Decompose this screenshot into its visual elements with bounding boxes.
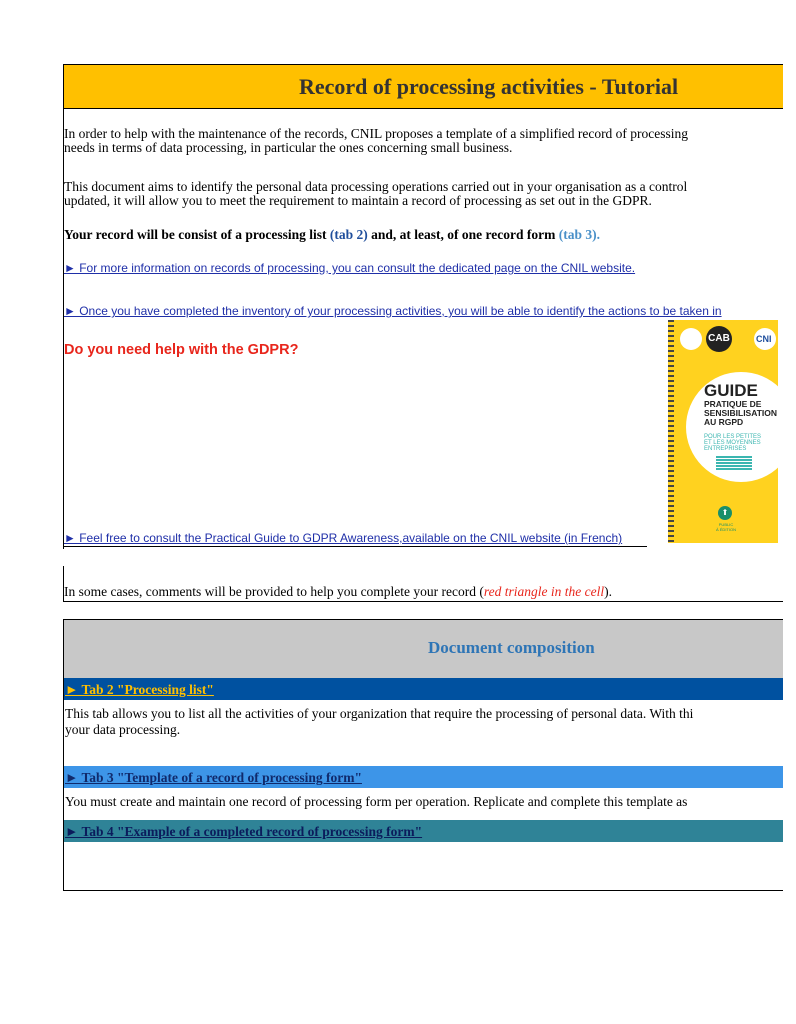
- tab2-reference: (tab 2): [329, 227, 368, 242]
- tab2-link[interactable]: ► Tab 2 "Processing list": [65, 682, 214, 697]
- cover-teal-lines: [716, 456, 752, 470]
- binding-rings: [668, 320, 674, 543]
- more-info-link[interactable]: ► For more information on records of processing, you can consult the dedicated page on the CNIL website.: [64, 261, 636, 275]
- composition-title: Document composition: [428, 638, 595, 657]
- guide-cover-audience: POUR LES PETITES ET LES MOYENNES ENTREPRISES: [704, 434, 762, 452]
- intro-paragraph-2: This document aims to identify the personal data processing operations carried out in your organisation as a control updated, it will allow you to meet the requirement to maintain a record of processing as set out in the GDPR.: [64, 179, 688, 208]
- help-heading: Do you need help with the GDPR?: [64, 342, 299, 358]
- comments-note: In some cases, comments will be provided to help you complete your record (red triangle in the cell).: [64, 584, 612, 599]
- document-composition-section: [63, 619, 783, 891]
- tab4-bar: [64, 820, 783, 842]
- guide-cover-subtitle: PRATIQUE DE SENSIBILISATION AU RGPD: [704, 399, 778, 427]
- cab-logo: CAB: [706, 326, 732, 352]
- red-triangle-note: red triangle in the cell: [483, 584, 605, 599]
- intro-paragraph-3: Your record will be consist of a processing list (tab 2) and, at least, of one record form (tab 3).: [64, 227, 600, 242]
- tab4-link[interactable]: ► Tab 4 "Example of a completed record of processing form": [65, 824, 423, 839]
- intro-paragraph-1: In order to help with the maintenance of the records, CNIL proposes a template of a simplified record of processing needs in terms of data processing, in particular the ones concerning small business.: [64, 126, 689, 155]
- edition-badge-icon: ⬆: [718, 506, 732, 520]
- guide-link-divider: [63, 546, 647, 547]
- partner-logo: [680, 328, 702, 350]
- left-border: [63, 109, 64, 549]
- tab3-link[interactable]: ► Tab 3 "Template of a record of processing form": [65, 770, 362, 785]
- worksheet: [63, 0, 778, 1024]
- title-band: [63, 64, 783, 109]
- inventory-link[interactable]: ► Once you have completed the inventory of your processing activities, you will be able to identify the actions to be taken in: [64, 304, 722, 318]
- tab3-bar: [64, 766, 783, 788]
- composition-header: [64, 620, 783, 678]
- cnil-logo: CNI: [754, 328, 776, 350]
- comments-divider: [63, 601, 783, 602]
- tab2-description: This tab allows you to list all the activities of your organization that require the processing of personal data. With thi your data processing.: [65, 706, 694, 737]
- tab3-reference: (tab 3).: [558, 227, 600, 242]
- gdpr-guide-cover-image[interactable]: [668, 320, 778, 543]
- page-title: Record of processing activities - Tutorial: [299, 74, 679, 99]
- guide-cover-title: GUIDE: [704, 381, 758, 400]
- practical-guide-link[interactable]: ► Feel free to consult the Practical Guide to GDPR Awareness,available on the CNIL website (in French): [64, 531, 623, 545]
- edition-badge-label: PUBLIC À ÉDITION: [715, 522, 736, 532]
- tab3-description: You must create and maintain one record of processing form per operation. Replicate and complete this template as: [65, 794, 688, 809]
- tab2-bar: [64, 678, 783, 700]
